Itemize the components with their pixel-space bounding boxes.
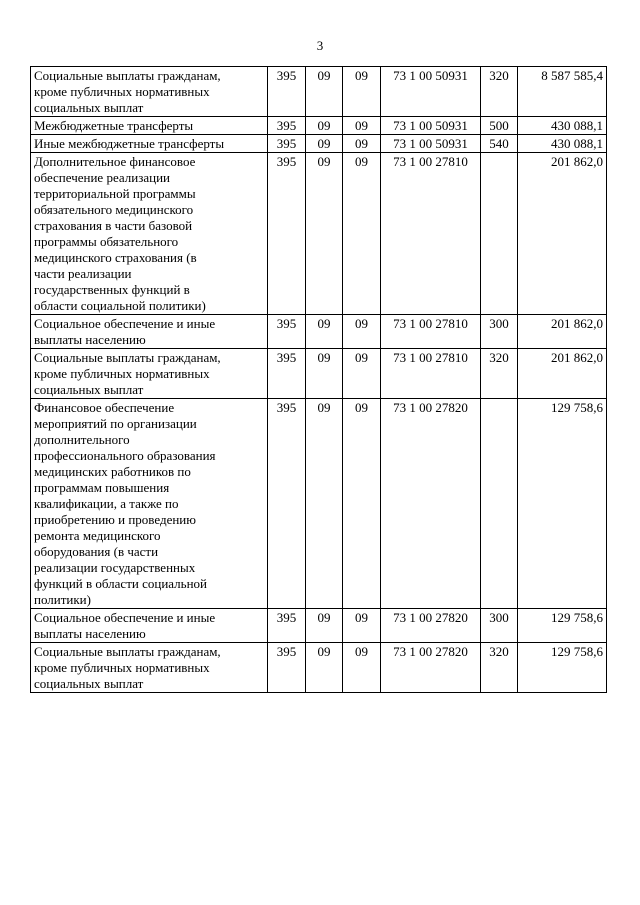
expense-name-cell: Социальное обеспечение и иные выплаты населению [31,609,268,643]
table-row [31,399,607,609]
target-article-cell: 73 1 00 27810 [381,315,481,349]
section-code-cell: 09 [306,609,343,643]
expense-name-cell: Социальные выплаты гражданам, кроме публичных нормативных социальных выплат [31,67,268,117]
amount-cell: 129 758,6 [518,609,607,643]
page-number: 3 [316,38,324,53]
target-article-cell: 73 1 00 27820 [381,609,481,643]
grbs-code-cell: 395 [268,117,306,135]
expense-type-cell [481,153,518,315]
amount-cell: 430 088,1 [518,117,607,135]
subsection-code-cell: 09 [343,349,381,399]
target-article-cell: 73 1 00 27820 [381,643,481,693]
table-row [31,349,607,399]
target-article-cell: 73 1 00 27820 [381,399,481,609]
subsection-code-cell: 09 [343,609,381,643]
grbs-code-cell: 395 [268,315,306,349]
grbs-code-cell: 395 [268,153,306,315]
grbs-code-cell: 395 [268,349,306,399]
expense-name-cell: Социальное обеспечение и иные выплаты населению [31,315,268,349]
subsection-code-cell: 09 [343,117,381,135]
expense-type-cell: 500 [481,117,518,135]
amount-cell: 8 587 585,4 [518,67,607,117]
table-row [31,315,607,349]
grbs-code-cell: 395 [268,67,306,117]
subsection-code-cell: 09 [343,643,381,693]
grbs-code-cell: 395 [268,609,306,643]
target-article-cell: 73 1 00 27810 [381,153,481,315]
subsection-code-cell: 09 [343,399,381,609]
expense-name-cell: Социальные выплаты гражданам, кроме публичных нормативных социальных выплат [31,643,268,693]
expense-type-cell: 320 [481,67,518,117]
expense-type-cell [481,399,518,609]
expense-type-cell: 540 [481,135,518,153]
amount-cell: 201 862,0 [518,315,607,349]
target-article-cell: 73 1 00 50931 [381,135,481,153]
expense-type-cell: 300 [481,609,518,643]
budget-table [30,66,607,693]
subsection-code-cell: 09 [343,315,381,349]
table-row [31,117,607,135]
section-code-cell: 09 [306,349,343,399]
expense-type-cell: 300 [481,315,518,349]
section-code-cell: 09 [306,315,343,349]
amount-cell: 129 758,6 [518,399,607,609]
target-article-cell: 73 1 00 50931 [381,117,481,135]
amount-cell: 201 862,0 [518,349,607,399]
subsection-code-cell: 09 [343,67,381,117]
section-code-cell: 09 [306,67,343,117]
grbs-code-cell: 395 [268,643,306,693]
target-article-cell: 73 1 00 50931 [381,67,481,117]
grbs-code-cell: 395 [268,135,306,153]
section-code-cell: 09 [306,117,343,135]
subsection-code-cell: 09 [343,153,381,315]
section-code-cell: 09 [306,135,343,153]
table-row [31,67,607,117]
amount-cell: 129 758,6 [518,643,607,693]
amount-cell: 430 088,1 [518,135,607,153]
expense-name-cell: Дополнительное финансовое обеспечение реализации территориальной программы обязательного медицинского страхования в части базовой программы обязательного медицинского страхования (в части реализации государственных функций в области социальной политики) [31,153,268,315]
expense-type-cell: 320 [481,643,518,693]
table-row [31,609,607,643]
table-row [31,643,607,693]
section-code-cell: 09 [306,399,343,609]
grbs-code-cell: 395 [268,399,306,609]
target-article-cell: 73 1 00 27810 [381,349,481,399]
expense-name-cell: Финансовое обеспечение мероприятий по организации дополнительного профессионального образования медицинских работников по программам повышения квалификации, а также по приобретению и проведению ремонта медицинского оборудования (в части реализации государственных функций в области социальной политики) [31,399,268,609]
amount-cell: 201 862,0 [518,153,607,315]
expense-name-cell: Межбюджетные трансферты [31,117,268,135]
table-row [31,153,607,315]
section-code-cell: 09 [306,153,343,315]
budget-table-body [31,67,607,693]
subsection-code-cell: 09 [343,135,381,153]
expense-name-cell: Социальные выплаты гражданам, кроме публичных нормативных социальных выплат [31,349,268,399]
expense-type-cell: 320 [481,349,518,399]
table-row [31,135,607,153]
section-code-cell: 09 [306,643,343,693]
expense-name-cell: Иные межбюджетные трансферты [31,135,268,153]
